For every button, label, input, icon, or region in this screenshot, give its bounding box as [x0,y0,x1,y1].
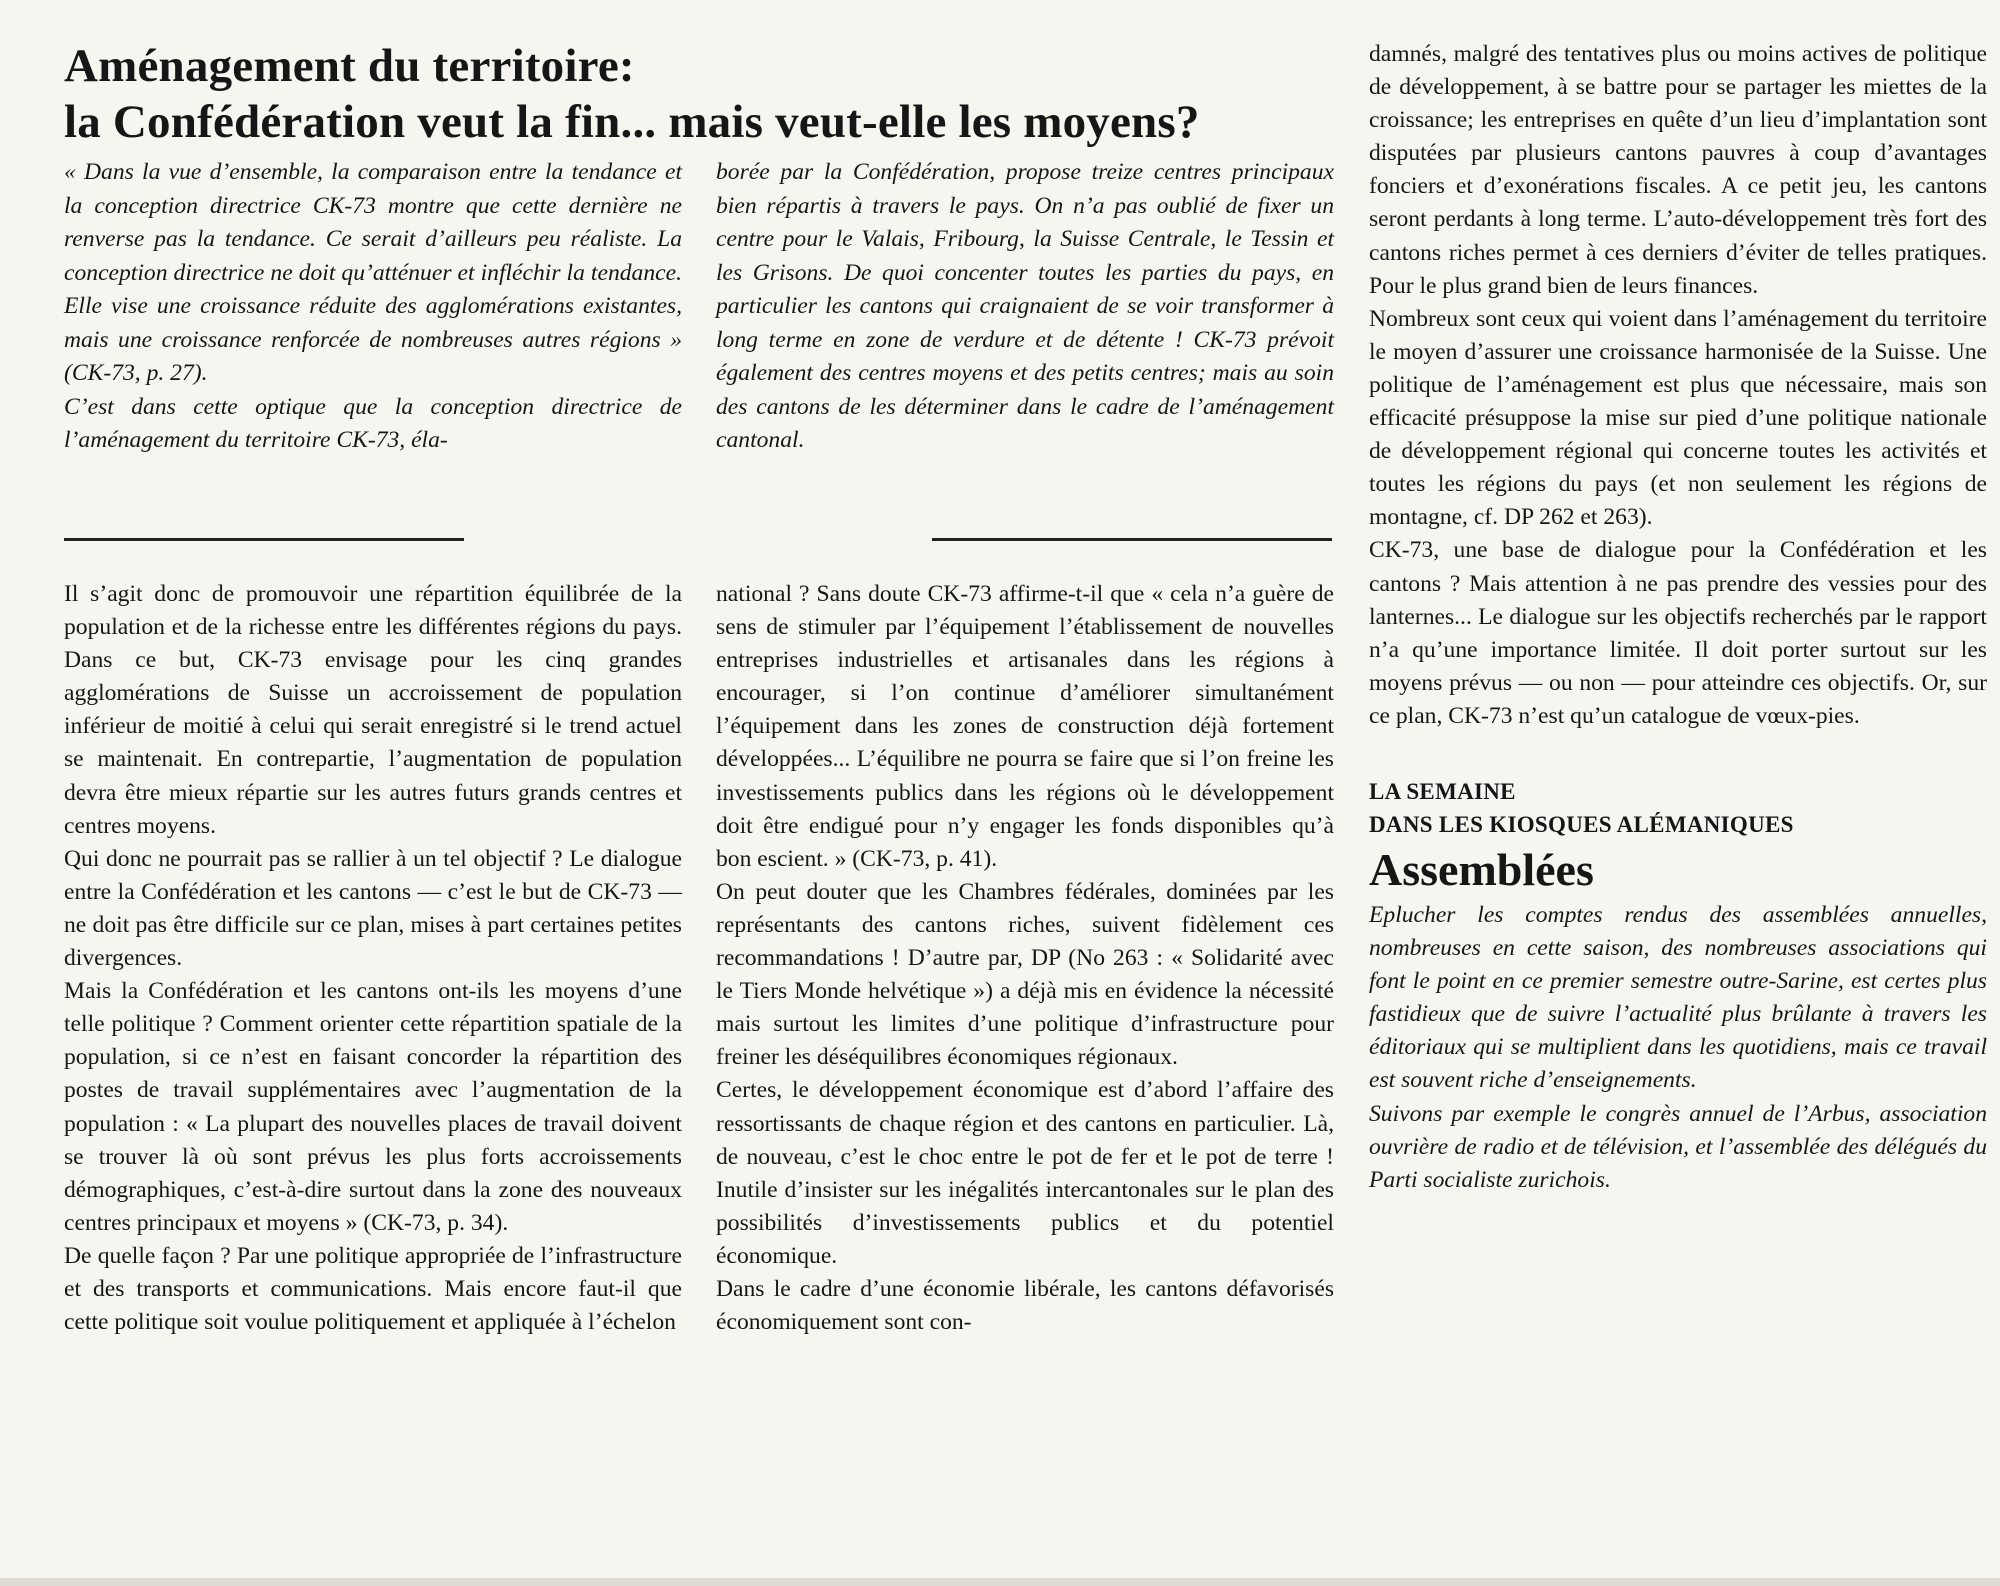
body-paragraph: Nombreux sont ceux qui voient dans l’aménagement du territoire le moyen d’assurer une croissance harmonisée de la Suisse. Une politique de l’aménagement est plus que nécessaire, mais son efficacité présuppose la mise sur pied d’une politique nationale de développement régional qui concerne toutes les activités et toutes les régions du pays (et non seulement les régions de montagne, cf. DP 262 et 263). [1369,305,1987,531]
headline-line-2: la Confédération veut la fin... mais veut-elle les moyens? [64,96,1200,148]
body-paragraph: Qui donc ne pourrait pas se rallier à un tel objectif ? Le dialogue entre la Confédération et les cantons — c’est le but de CK-73 — ne doit pas être difficile sur ce plan, mises à part certaines petites divergences. [64,845,682,972]
lead-intro-right [716,156,1334,458]
body-paragraph: Il s’agit donc de promouvoir une répartition équilibrée de la population et de la richesse entre les différentes régions du pays. Dans ce but, CK-73 envisage pour les cinq grandes agglomérations de Suisse un accroissement de population inférieur de moitié à celui qui serait enregistré si le trend actuel se maintenait. En contrepartie, l’augmentation de population devra être mieux répartie sur les autres futurs grands centres et centres moyens. [64,581,682,839]
body-column-3 [1369,38,1987,1197]
body-column-1 [64,578,682,1339]
second-article-title: Assemblées [1369,843,1594,895]
lead-paragraph: « Dans la vue d’ensemble, la comparaison entre la tendance et la conception directrice CK-73 montre que cette dernière ne renverse pas la tendance. Ce serait d’ailleurs peu réaliste. La conception directrice ne doit qu’atténuer et infléchir la tendance. Elle vise une croissance réduite des agglomérations existantes, mais une croissance renforcée de nombreuses autres régions » (CK-73, p. 27). [64,159,682,386]
page-bottom-edge [0,1578,2000,1586]
body-paragraph: national ? Sans doute CK-73 affirme-t-il que « cela n’a guère de sens de stimuler par l’équipement l’établissement de nouvelles entreprises industrielles et artisanales dans les régions à encourager, si l’on continue d’améliorer simultanément l’équipement dans les zones de construction déjà fortement développées... L’équilibre ne pourra se faire que si l’on freine les investissements publics dans les régions où le développement doit être endigué pour n’y engager les fonds disponibles qu’à bon escient. » (CK-73, p. 41). [716,581,1334,872]
lead-divider-right [932,538,1332,541]
article-headline [64,38,1354,150]
article-kicker-line-2: DANS LES KIOSQUES ALÉMANIQUES [1369,811,1794,837]
lead-paragraph: borée par la Confédération, propose treize centres principaux bien répartis à travers le pays. On n’a pas oublié de fixer un centre pour le Valais, Fribourg, la Suisse Centrale, le Tessin et les Grisons. De quoi concenter toutes les parties du pays, en particulier les cantons qui craignaient de se voir transformer à long terme en zone de verdure et de détente ! CK-73 prévoit également des centres moyens et des petits centres; mais au soin des cantons de les déterminer dans le cadre de l’aménagement cantonal. [716,159,1334,453]
body-paragraph: Dans le cadre d’une économie libérale, les cantons défavorisés économiquement sont con- [716,1275,1334,1336]
body-paragraph: CK-73, une base de dialogue pour la Confédération et les cantons ? Mais attention à ne pas prendre des vessies pour des lanternes... Le dialogue sur les objectifs recherchés par le rapport n’a qu’une importance limitée. Il doit porter surtout sur les moyens prévus — ou non — pour atteindre ces objectifs. Or, sur ce plan, CK-73 n’est qu’un catalogue de vœux-pies. [1369,537,1987,729]
body-paragraph: damnés, malgré des tentatives plus ou moins actives de politique de développement, à se battre pour se partager les miettes de la croissance; les entreprises en quête d’un lieu d’implantation sont disputées par plusieurs cantons pauvres à coup d’avantages fonciers et d’exonérations fiscales. A ce petit jeu, les cantons seront perdants à long terme. L’auto-développement très fort des cantons riches permet à ces derniers d’éviter de telles pratiques. Pour le plus grand bien de leurs finances. [1369,41,1987,299]
body-column-2 [716,578,1334,1339]
section-spacer [1369,733,1987,775]
body-paragraph: Certes, le développement économique est d’abord l’affaire des ressortissants de chaque région et des cantons en particulier. Là, de nouveau, c’est le choc entre le pot de fer et le pot de terre ! Inutile d’insister sur les inégalités intercantonales sur le plan des possibilités d’investissements publics et du potentiel économique. [716,1077,1334,1269]
body-paragraph: On peut douter que les Chambres fédérales, dominées par les représentants des cantons riches, suivent fidèlement ces recommandations ! D’autre par, DP (No 263 : « Solidarité avec le Tiers Monde helvétique ») a déjà mis en évidence la nécessité mais surtout les limites d’une politique d’infrastructure pour freiner les déséquilibres économiques régionaux. [716,878,1334,1071]
second-article-paragraph: Suivons par exemple le congrès annuel de l’Arbus, association ouvrière de radio et de télévision, et l’assemblée des délégués du Parti socialiste zurichois. [1369,1100,1987,1193]
lead-divider-left [64,538,464,541]
headline-line-1: Aménagement du territoire: [64,40,635,92]
body-paragraph: De quelle façon ? Par une politique appropriée de l’infrastructure et des transports et communications. Mais encore faut-il que cette politique soit voulue politiquement et appliquée à l’échelon [64,1242,682,1336]
second-article [1369,775,1987,1197]
lead-intro-left [64,156,682,458]
article-kicker-line-1: LA SEMAINE [1369,778,1516,804]
body-paragraph: Mais la Confédération et les cantons ont-ils les moyens d’une telle politique ? Comment orienter cette répartition spatiale de la population, si ce n’est en faisant concorder la répartition des postes de travail supplémentaires avec l’augmentation de la population : « La plupart des nouvelles places de travail doivent se trouver là où sont prévus les plus forts accroissements démographiques, c’est-à-dire surtout dans la zone des nouveaux centres principaux et moyens » (CK-73, p. 34). [64,978,682,1236]
second-article-paragraph: Eplucher les comptes rendus des assemblées annuelles, nombreuses en cette saison, des nombreuses associations qui font le point en ce premier semestre outre-Sarine, est certes plus fastidieux que de suivre l’actualité plus brûlante à travers les éditoriaux qui se multiplient dans les quotidiens, mais ce travail est souvent riche d’enseignements. [1369,901,1987,1094]
lead-paragraph: C’est dans cette optique que la conception directrice de l’aménagement du territoire CK-73, éla- [64,393,682,453]
